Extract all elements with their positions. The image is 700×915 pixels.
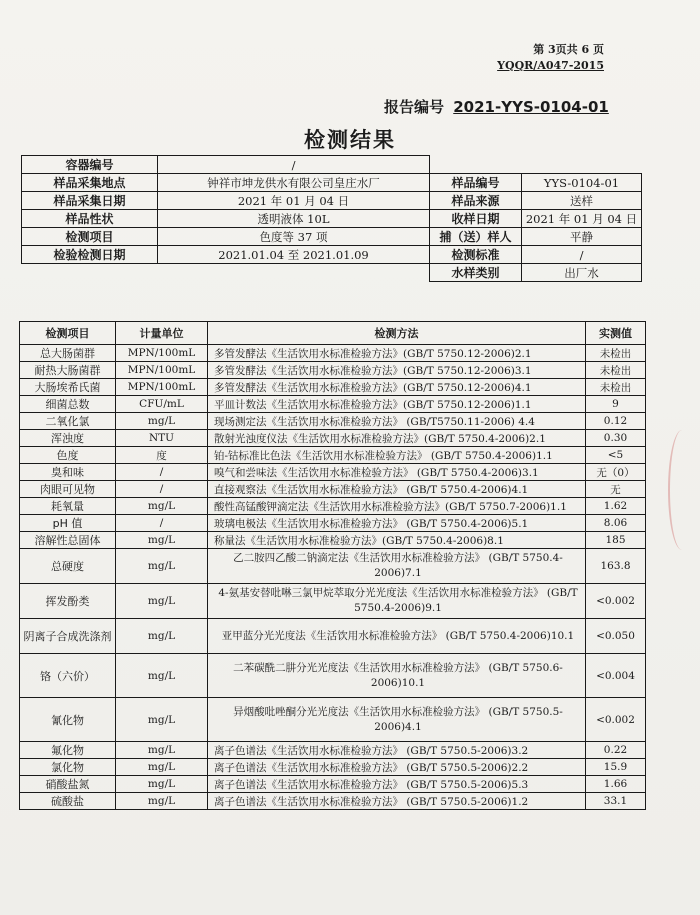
result-unit: mg/L: [116, 742, 208, 759]
result-method: 亚甲蓝分光光度法《生活饮用水标准检验方法》 (GB/T 5750.4-2006)10.1: [208, 619, 586, 654]
result-row: [20, 759, 646, 776]
result-item: 耗氧量: [20, 498, 116, 515]
info-value: 平静: [522, 228, 642, 246]
result-value: 0.22: [586, 742, 646, 759]
seal-stamp-fragment: [668, 430, 696, 550]
result-item: 浑浊度: [20, 430, 116, 447]
result-method: 现场测定法《生活饮用水标准检验方法》 (GB/T5750.11-2006) 4.4: [208, 413, 586, 430]
info-label: 样品采集日期: [22, 192, 158, 210]
info-label: 检验检测日期: [22, 246, 158, 264]
result-unit: mg/L: [116, 776, 208, 793]
result-row: [20, 481, 646, 498]
info-value: 透明液体 10L: [158, 210, 430, 228]
result-value: 0.30: [586, 430, 646, 447]
result-method: 玻璃电极法《生活饮用水标准检验方法》 (GB/T 5750.4-2006)5.1: [208, 515, 586, 532]
result-row: [20, 742, 646, 759]
result-item: 阴离子合成洗涤剂: [20, 619, 116, 654]
info-value: /: [522, 246, 642, 264]
result-method: 酸性高锰酸钾滴定法《生活饮用水标准检验方法》(GB/T 5750.7-2006)1.1: [208, 498, 586, 515]
result-row: [20, 654, 646, 698]
document-code: YQQR/A047-2015: [497, 59, 604, 72]
result-item: 臭和味: [20, 464, 116, 481]
result-method: 直接观察法《生活饮用水标准检验方法》 (GB/T 5750.4-2006)4.1: [208, 481, 586, 498]
result-method: 离子色谱法《生活饮用水标准检验方法》 (GB/T 5750.5-2006)2.2: [208, 759, 586, 776]
result-row: [20, 776, 646, 793]
result-method: 平皿计数法《生活饮用水标准检验方法》(GB/T 5750.12-2006)1.1: [208, 396, 586, 413]
info-row: [22, 210, 642, 228]
info-blank: [430, 156, 642, 174]
info-value: 2021 年 01 月 04 日: [158, 192, 430, 210]
result-method: 二苯碳酰二肼分光光度法《生活饮用水标准检验方法》 (GB/T 5750.6-2006)10.1: [208, 654, 586, 698]
report-number-value: 2021-YYS-0104-01: [453, 98, 609, 116]
result-value: 15.9: [586, 759, 646, 776]
result-row: [20, 532, 646, 549]
result-unit: /: [116, 464, 208, 481]
result-unit: NTU: [116, 430, 208, 447]
result-item: 二氧化氯: [20, 413, 116, 430]
info-label: 容器编号: [22, 156, 158, 174]
info-row: [22, 192, 642, 210]
result-row: [20, 793, 646, 810]
result-item: 氯化物: [20, 759, 116, 776]
results-table: [19, 321, 646, 810]
result-unit: mg/L: [116, 532, 208, 549]
result-unit: mg/L: [116, 549, 208, 584]
info-row: [22, 174, 642, 192]
result-unit: mg/L: [116, 698, 208, 742]
info-row: [22, 264, 642, 282]
info-value: 色度等 37 项: [158, 228, 430, 246]
page-title: 检测结果: [304, 128, 396, 152]
info-label: 样品性状: [22, 210, 158, 228]
results-header-row: [20, 322, 646, 345]
result-unit: mg/L: [116, 498, 208, 515]
result-value: <0.050: [586, 619, 646, 654]
info-value: 出厂水: [522, 264, 642, 282]
result-value: 33.1: [586, 793, 646, 810]
result-value: 185: [586, 532, 646, 549]
result-item: 肉眼可见物: [20, 481, 116, 498]
result-method: 离子色谱法《生活饮用水标准检验方法》 (GB/T 5750.5-2006)5.3: [208, 776, 586, 793]
result-method: 多管发酵法《生活饮用水标准检验方法》(GB/T 5750.12-2006)4.1: [208, 379, 586, 396]
result-row: [20, 498, 646, 515]
report-number-label: 报告编号: [384, 98, 445, 116]
result-unit: MPN/100mL: [116, 379, 208, 396]
info-row: [22, 156, 642, 174]
result-row: [20, 413, 646, 430]
result-value: 无: [586, 481, 646, 498]
result-item: 氟化物: [20, 742, 116, 759]
result-item: 大肠埃希氏菌: [20, 379, 116, 396]
info-value: /: [158, 156, 430, 174]
result-value: 无（0）: [586, 464, 646, 481]
info-value: 钟祥市坤龙供水有限公司皇庄水厂: [158, 174, 430, 192]
result-value: 未检出: [586, 345, 646, 362]
info-label: 捕（送）样人: [430, 228, 522, 246]
info-value: 2021 年 01 月 04 日: [522, 210, 642, 228]
result-method: 离子色谱法《生活饮用水标准检验方法》 (GB/T 5750.5-2006)1.2: [208, 793, 586, 810]
result-method: 乙二胺四乙酸二钠滴定法《生活饮用水标准检验方法》 (GB/T 5750.4-2006)7.1: [208, 549, 586, 584]
result-value: <5: [586, 447, 646, 464]
info-value: 送样: [522, 192, 642, 210]
info-label: 收样日期: [430, 210, 522, 228]
result-row: [20, 430, 646, 447]
result-value: 1.62: [586, 498, 646, 515]
result-row: [20, 396, 646, 413]
result-item: 硝酸盐氮: [20, 776, 116, 793]
result-method: 离子色谱法《生活饮用水标准检验方法》 (GB/T 5750.5-2006)3.2: [208, 742, 586, 759]
page-info: [497, 42, 604, 74]
header-item: 检测项目: [20, 322, 116, 345]
result-value: <0.002: [586, 698, 646, 742]
info-label: 样品编号: [430, 174, 522, 192]
result-item: 溶解性总固体: [20, 532, 116, 549]
result-row: [20, 362, 646, 379]
result-method: 铂-钴标准比色法《生活饮用水标准检验方法》 (GB/T 5750.4-2006)1.1: [208, 447, 586, 464]
result-item: 总硬度: [20, 549, 116, 584]
result-row: [20, 515, 646, 532]
info-row: [22, 246, 642, 264]
header-value: 实测值: [586, 322, 646, 345]
info-label: 检测项目: [22, 228, 158, 246]
result-row: [20, 549, 646, 584]
info-label: 检测标准: [430, 246, 522, 264]
result-method: 多管发酵法《生活饮用水标准检验方法》(GB/T 5750.12-2006)2.1: [208, 345, 586, 362]
result-unit: mg/L: [116, 759, 208, 776]
result-row: [20, 698, 646, 742]
info-value: YYS-0104-01: [522, 174, 642, 192]
header-unit: 计量单位: [116, 322, 208, 345]
result-value: 1.66: [586, 776, 646, 793]
header-method: 检测方法: [208, 322, 586, 345]
result-unit: 度: [116, 447, 208, 464]
result-method: 散射光浊度仪法《生活饮用水标准检验方法》(GB/T 5750.4-2006)2.1: [208, 430, 586, 447]
result-unit: /: [116, 481, 208, 498]
result-unit: CFU/mL: [116, 396, 208, 413]
report-number: [384, 96, 609, 117]
sample-info-table: [21, 155, 642, 282]
info-label: 样品采集地点: [22, 174, 158, 192]
result-item: 硫酸盐: [20, 793, 116, 810]
result-value: 8.06: [586, 515, 646, 532]
info-row: [22, 228, 642, 246]
info-label: 样品来源: [430, 192, 522, 210]
result-item: 铬（六价）: [20, 654, 116, 698]
result-row: [20, 584, 646, 619]
result-value: 163.8: [586, 549, 646, 584]
result-value: 0.12: [586, 413, 646, 430]
result-unit: mg/L: [116, 584, 208, 619]
result-value: 未检出: [586, 362, 646, 379]
result-row: [20, 619, 646, 654]
result-row: [20, 345, 646, 362]
result-item: pH 值: [20, 515, 116, 532]
info-label: 水样类别: [430, 264, 522, 282]
result-row: [20, 464, 646, 481]
result-item: 氰化物: [20, 698, 116, 742]
page-number: 第 3页共 6 页: [533, 43, 604, 56]
result-method: 嗅气和尝味法《生活饮用水标准检验方法》 (GB/T 5750.4-2006)3.1: [208, 464, 586, 481]
result-item: 色度: [20, 447, 116, 464]
result-method: 异烟酸吡唑酮分光光度法《生活饮用水标准检验方法》 (GB/T 5750.5-2006)4.1: [208, 698, 586, 742]
result-row: [20, 379, 646, 396]
result-row: [20, 447, 646, 464]
result-item: 细菌总数: [20, 396, 116, 413]
result-unit: MPN/100mL: [116, 362, 208, 379]
info-blank: [22, 264, 430, 282]
result-unit: mg/L: [116, 413, 208, 430]
result-unit: mg/L: [116, 654, 208, 698]
result-unit: mg/L: [116, 793, 208, 810]
result-method: 4-氨基安替吡啉三氯甲烷萃取分光光度法《生活饮用水标准检验方法》 (GB/T 5750.4-2006)9.1: [208, 584, 586, 619]
result-unit: mg/L: [116, 619, 208, 654]
result-item: 耐热大肠菌群: [20, 362, 116, 379]
result-method: 多管发酵法《生活饮用水标准检验方法》(GB/T 5750.12-2006)3.1: [208, 362, 586, 379]
result-item: 总大肠菌群: [20, 345, 116, 362]
result-value: <0.002: [586, 584, 646, 619]
result-method: 称量法《生活饮用水标准检验方法》(GB/T 5750.4-2006)8.1: [208, 532, 586, 549]
result-item: 挥发酚类: [20, 584, 116, 619]
result-unit: /: [116, 515, 208, 532]
info-value: 2021.01.04 至 2021.01.09: [158, 246, 430, 264]
result-value: <0.004: [586, 654, 646, 698]
result-unit: MPN/100mL: [116, 345, 208, 362]
result-value: 9: [586, 396, 646, 413]
result-value: 未检出: [586, 379, 646, 396]
